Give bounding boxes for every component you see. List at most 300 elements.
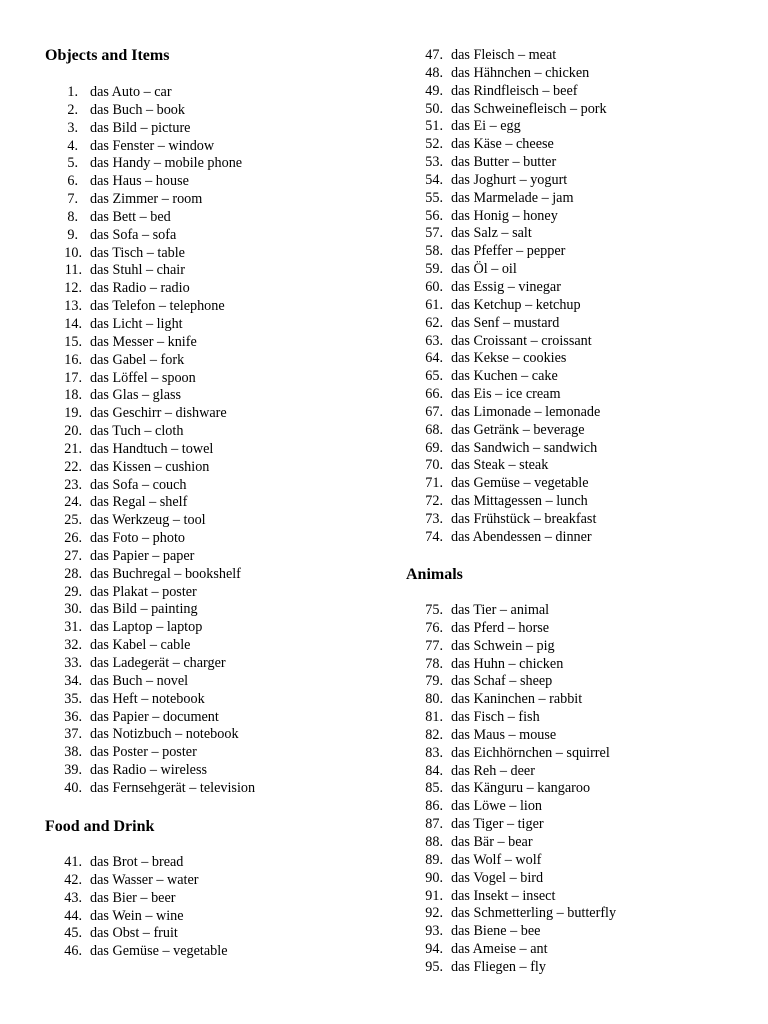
item-number: [45, 316, 82, 334]
list-item: [45, 84, 255, 102]
vocab-entry: das Notizbuch – notebook: [90, 726, 239, 743]
item-number-text: 7.: [67, 191, 78, 208]
list-item: [406, 190, 607, 208]
vocab-entry: das Löwe – lion: [451, 798, 543, 815]
vocab-entry: das Tier – animal: [451, 602, 550, 618]
item-number: [45, 155, 78, 173]
item-number-text: 24.: [64, 494, 82, 511]
vocab-entry: das Abendessen – dinner: [451, 528, 592, 545]
vocab-entry: das Kuchen – cake: [451, 368, 558, 385]
list-item: [45, 691, 255, 709]
list-item: [406, 475, 607, 493]
vocab-entry: das Mittagessen – lunch: [451, 493, 588, 510]
list-item: [45, 854, 228, 872]
vocab-entry: das Eichhörnchen – squirrel: [451, 744, 610, 761]
item-number-text: 31.: [64, 619, 82, 636]
list-item: [45, 441, 255, 459]
list-item: [406, 208, 607, 226]
item-number-text: 53.: [425, 154, 443, 171]
item-number: [406, 941, 443, 959]
list-item: [45, 423, 255, 441]
list-item: [406, 154, 607, 172]
list-item: [45, 780, 255, 798]
item-number: [406, 172, 443, 190]
list-item: [45, 726, 255, 744]
vocab-entry: das Pfeffer – pepper: [451, 243, 566, 260]
vocab-entry: das Senf – mustard: [451, 314, 560, 331]
section-heading-animals: Animals: [406, 566, 463, 583]
list-item: [45, 138, 255, 156]
vocab-entry: das Schmetterling – butterfly: [451, 905, 617, 922]
vocab-entry: das Handy – mobile phone: [90, 155, 243, 172]
vocab-entry: das Salz – salt: [451, 225, 532, 242]
item-number: [45, 530, 82, 548]
item-number: [45, 512, 82, 530]
item-number-text: 17.: [64, 369, 82, 386]
item-number-text: 57.: [425, 225, 443, 242]
item-number: [45, 441, 82, 459]
list-item: [45, 673, 255, 691]
item-number-text: 11.: [64, 262, 82, 279]
food-list-part-1: [45, 854, 228, 961]
vocab-entry: das Tuch – cloth: [90, 423, 184, 440]
list-item: [406, 350, 607, 368]
list-item: [406, 905, 616, 923]
list-item: [406, 47, 607, 65]
item-number: [45, 459, 82, 477]
item-number: [406, 923, 443, 941]
list-item: [45, 191, 255, 209]
item-number: [45, 334, 82, 352]
vocab-entry: das Messer – knife: [90, 333, 197, 350]
item-number-text: 46.: [64, 943, 82, 960]
item-number-text: 27.: [64, 547, 82, 564]
item-number: [406, 440, 443, 458]
vocab-entry: das Maus – mouse: [451, 726, 557, 743]
vocab-entry: das Schaf – sheep: [451, 673, 553, 690]
item-number: [45, 405, 82, 423]
vocab-entry: das Handtuch – towel: [90, 440, 214, 457]
item-number-text: 74.: [425, 528, 443, 545]
list-item: [406, 136, 607, 154]
vocab-entry: das Papier – document: [90, 708, 219, 725]
vocab-entry: das Vogel – bird: [451, 869, 544, 886]
item-number: [406, 154, 443, 172]
item-number: [406, 673, 443, 691]
list-item: [406, 870, 616, 888]
vocab-entry: das Kabel – cable: [90, 637, 191, 654]
item-number-text: 1.: [67, 84, 78, 100]
item-number: [406, 493, 443, 511]
list-item: [45, 155, 255, 173]
item-number-text: 58.: [425, 243, 443, 260]
item-number: [406, 638, 443, 656]
list-item: [45, 762, 255, 780]
item-number: [406, 404, 443, 422]
list-item: [45, 370, 255, 388]
list-item: [45, 584, 255, 602]
item-number-text: 86.: [425, 798, 443, 815]
item-number-text: 69.: [425, 439, 443, 456]
item-number-text: 13.: [64, 298, 82, 315]
list-item: [45, 280, 255, 298]
vocab-entry: das Regal – shelf: [90, 494, 188, 511]
list-item: [406, 673, 616, 691]
item-number-text: 88.: [425, 833, 443, 850]
item-number: [406, 691, 443, 709]
list-item: [406, 602, 616, 620]
item-number-text: 18.: [64, 387, 82, 404]
item-number-text: 32.: [64, 637, 82, 654]
item-number-text: 95.: [425, 958, 443, 975]
vocab-entry: das Sandwich – sandwich: [451, 439, 598, 456]
item-number-text: 82.: [425, 726, 443, 743]
item-number-text: 79.: [425, 673, 443, 690]
item-number: [406, 529, 443, 547]
item-number-text: 29.: [64, 583, 82, 600]
item-number: [406, 745, 443, 763]
item-number-text: 67.: [425, 403, 443, 420]
vocab-entry: das Ladegerät – charger: [90, 655, 226, 671]
item-number: [406, 888, 443, 906]
item-number-text: 23.: [64, 476, 82, 493]
item-number-text: 21.: [64, 440, 82, 457]
vocab-entry: das Käse – cheese: [451, 136, 554, 153]
item-number-text: 65.: [425, 368, 443, 385]
item-number-text: 52.: [425, 136, 443, 153]
list-item: [406, 852, 616, 870]
list-item: [45, 709, 255, 727]
item-number: [406, 620, 443, 638]
item-number-text: 14.: [64, 315, 82, 332]
item-number-text: 42.: [64, 871, 82, 888]
vocab-entry: das Fliegen – fly: [451, 958, 546, 975]
list-item: [406, 315, 607, 333]
list-item: [406, 745, 616, 763]
vocab-entry: das Werkzeug – tool: [90, 512, 206, 529]
vocab-entry: das Getränk – beverage: [451, 421, 585, 438]
vocab-entry: das Wasser – water: [90, 871, 199, 888]
list-item: [406, 404, 607, 422]
item-number: [45, 726, 82, 744]
vocab-entry: das Ei – egg: [451, 118, 521, 135]
item-number: [406, 656, 443, 674]
item-number: [406, 602, 443, 620]
item-number: [45, 872, 82, 890]
item-number: [406, 225, 443, 243]
item-number-text: 55.: [425, 189, 443, 206]
item-number: [45, 423, 82, 441]
item-number-text: 39.: [64, 762, 82, 779]
list-item: [406, 780, 616, 798]
item-number-text: 35.: [64, 690, 82, 707]
list-item: [406, 798, 616, 816]
item-number-text: 56.: [425, 207, 443, 224]
vocab-entry: das Huhn – chicken: [451, 655, 564, 672]
item-number-text: 20.: [64, 423, 82, 440]
item-number: [406, 208, 443, 226]
item-number-text: 80.: [425, 691, 443, 708]
vocab-entry: das Papier – paper: [90, 547, 195, 564]
list-item: [406, 65, 607, 83]
section-heading-food: Food and Drink: [45, 818, 155, 835]
vocab-entry: das Öl – oil: [451, 261, 517, 278]
vocab-entry: das Fenster – window: [90, 137, 215, 154]
item-number-text: 5.: [67, 155, 78, 172]
item-number: [45, 673, 82, 691]
item-number-text: 41.: [64, 854, 82, 870]
item-number: [45, 890, 82, 908]
list-item: [406, 333, 607, 351]
item-number: [45, 477, 82, 495]
list-item: [45, 601, 255, 619]
vocab-entry: das Bär – bear: [451, 833, 533, 850]
vocab-entry: das Plakat – poster: [90, 583, 197, 600]
food-list-part-2: [406, 47, 607, 547]
list-item: [406, 457, 607, 475]
vocab-entry: das Poster – poster: [90, 744, 197, 761]
vocab-entry: das Brot – bread: [90, 854, 184, 870]
item-number: [45, 908, 82, 926]
item-number: [406, 279, 443, 297]
list-item: [45, 120, 255, 138]
list-item: [45, 744, 255, 762]
list-item: [45, 908, 228, 926]
vocab-entry: das Eis – ice cream: [451, 386, 561, 403]
list-item: [45, 102, 255, 120]
list-item: [45, 387, 255, 405]
list-item: [45, 619, 255, 637]
item-number: [406, 350, 443, 368]
list-item: [406, 888, 616, 906]
list-item: [406, 816, 616, 834]
list-item: [406, 225, 607, 243]
item-number: [45, 209, 78, 227]
item-number-text: 47.: [425, 47, 443, 63]
item-number: [406, 65, 443, 83]
vocab-entry: das Buch – book: [90, 101, 185, 118]
item-number: [45, 494, 82, 512]
list-item: [406, 243, 607, 261]
list-item: [45, 925, 228, 943]
item-number-text: 48.: [425, 64, 443, 81]
list-item: [45, 494, 255, 512]
item-number: [45, 84, 78, 102]
item-number: [45, 352, 82, 370]
list-item: [406, 386, 607, 404]
item-number: [406, 870, 443, 888]
list-item: [406, 638, 616, 656]
vocab-entry: das Löffel – spoon: [90, 369, 196, 386]
vocab-entry: das Essig – vinegar: [451, 278, 561, 295]
list-item: [45, 548, 255, 566]
list-item: [45, 173, 255, 191]
item-number-text: 10.: [64, 244, 82, 261]
list-item: [45, 655, 255, 673]
item-number-text: 62.: [425, 314, 443, 331]
vocab-entry: das Radio – wireless: [90, 762, 208, 779]
item-number-text: 6.: [67, 173, 78, 190]
item-number-text: 12.: [64, 280, 82, 297]
vocab-entry: das Bild – picture: [90, 119, 191, 136]
vocab-entry: das Ameise – ant: [451, 941, 548, 958]
item-number-text: 94.: [425, 941, 443, 958]
list-item: [406, 923, 616, 941]
item-number-text: 26.: [64, 530, 82, 547]
item-number: [45, 601, 82, 619]
list-item: [406, 511, 607, 529]
item-number-text: 36.: [64, 708, 82, 725]
item-number-text: 22.: [64, 458, 82, 475]
list-item: [45, 209, 255, 227]
item-number-text: 72.: [425, 493, 443, 510]
vocab-entry: das Gemüse – vegetable: [451, 475, 589, 492]
item-number-text: 49.: [425, 82, 443, 99]
vocab-entry: das Gabel – fork: [90, 351, 185, 368]
item-number-text: 70.: [425, 457, 443, 474]
list-item: [45, 405, 255, 423]
list-item: [406, 834, 616, 852]
vocab-entry: das Butter – butter: [451, 154, 557, 171]
item-number-text: 33.: [64, 655, 82, 671]
item-number-text: 89.: [425, 851, 443, 868]
vocab-entry: das Glas – glass: [90, 387, 182, 404]
item-number: [406, 368, 443, 386]
list-item: [406, 691, 616, 709]
vocab-entry: das Stuhl – chair: [90, 262, 185, 279]
vocab-entry: das Bier – beer: [90, 889, 176, 906]
list-item: [406, 83, 607, 101]
item-number: [45, 709, 82, 727]
item-number: [406, 763, 443, 781]
vocab-entry: das Kaninchen – rabbit: [451, 691, 583, 708]
list-item: [406, 297, 607, 315]
item-number: [45, 120, 78, 138]
list-item: [45, 477, 255, 495]
vocab-entry: das Frühstück – breakfast: [451, 510, 597, 527]
list-item: [45, 316, 255, 334]
item-number: [45, 943, 82, 961]
item-number: [45, 227, 78, 245]
vocab-entry: das Zimmer – room: [90, 191, 203, 208]
vocab-entry: das Biene – bee: [451, 923, 541, 940]
vocab-entry: das Fleisch – meat: [451, 47, 557, 63]
vocab-entry: das Wein – wine: [90, 907, 184, 924]
vocab-entry: das Geschirr – dishware: [90, 405, 227, 422]
vocab-entry: das Croissant – croissant: [451, 332, 592, 349]
item-number-text: 50.: [425, 100, 443, 117]
item-number-text: 68.: [425, 421, 443, 438]
list-item: [406, 101, 607, 119]
vocab-entry: das Auto – car: [90, 84, 172, 100]
item-number: [406, 816, 443, 834]
list-item: [406, 118, 607, 136]
list-item: [406, 440, 607, 458]
item-number: [406, 386, 443, 404]
item-number: [45, 280, 82, 298]
item-number-text: 3.: [67, 119, 78, 136]
item-number-text: 61.: [425, 296, 443, 313]
item-number: [45, 655, 82, 673]
vocab-entry: das Bild – painting: [90, 601, 198, 618]
item-number: [406, 727, 443, 745]
list-item: [45, 530, 255, 548]
item-number-text: 43.: [64, 889, 82, 906]
item-number: [406, 798, 443, 816]
list-item: [406, 279, 607, 297]
list-item: [45, 262, 255, 280]
vocab-entry: das Pferd – horse: [451, 619, 550, 636]
item-number: [45, 762, 82, 780]
item-number: [45, 387, 82, 405]
item-number-text: 91.: [425, 887, 443, 904]
item-number: [406, 511, 443, 529]
vocab-entry: das Foto – photo: [90, 530, 185, 547]
list-item: [45, 943, 228, 961]
list-item: [406, 727, 616, 745]
list-item: [45, 566, 255, 584]
item-number-text: 40.: [64, 779, 82, 796]
list-item: [45, 334, 255, 352]
item-number-text: 38.: [64, 744, 82, 761]
list-item: [45, 352, 255, 370]
item-number-text: 44.: [64, 907, 82, 924]
item-number: [406, 834, 443, 852]
list-item: [45, 227, 255, 245]
list-item: [406, 959, 616, 977]
item-number: [45, 854, 82, 872]
item-number: [406, 852, 443, 870]
list-item: [406, 368, 607, 386]
vocab-entry: das Heft – notebook: [90, 690, 205, 707]
item-number: [45, 925, 82, 943]
vocab-entry: das Limonade – lemonade: [451, 403, 601, 420]
item-number: [45, 370, 82, 388]
item-number: [45, 691, 82, 709]
vocab-entry: das Buch – novel: [90, 672, 189, 689]
item-number-text: 77.: [425, 637, 443, 654]
item-number-text: 90.: [425, 869, 443, 886]
vocab-entry: das Schwein – pig: [451, 637, 555, 654]
item-number: [45, 619, 82, 637]
section-heading-objects: Objects and Items: [45, 47, 170, 64]
vocab-entry: das Licht – light: [90, 315, 183, 332]
list-item: [406, 172, 607, 190]
vocab-entry: das Bett – bed: [90, 208, 171, 225]
item-number: [406, 475, 443, 493]
item-number: [45, 780, 82, 798]
item-number: [406, 780, 443, 798]
item-number: [45, 262, 82, 280]
item-number: [45, 191, 78, 209]
animals-list: [406, 602, 616, 977]
vocab-entry: das Gemüse – vegetable: [90, 943, 228, 960]
list-item: [406, 620, 616, 638]
list-item: [45, 637, 255, 655]
list-item: [406, 422, 607, 440]
item-number-text: 30.: [64, 601, 82, 618]
item-number-text: 54.: [425, 171, 443, 188]
item-number-text: 76.: [425, 619, 443, 636]
list-item: [45, 890, 228, 908]
item-number: [406, 297, 443, 315]
list-item: [45, 512, 255, 530]
item-number-text: 9.: [67, 226, 78, 243]
item-number-text: 63.: [425, 332, 443, 349]
vocab-entry: das Honig – honey: [451, 207, 558, 224]
item-number-text: 66.: [425, 386, 443, 403]
item-number: [406, 243, 443, 261]
